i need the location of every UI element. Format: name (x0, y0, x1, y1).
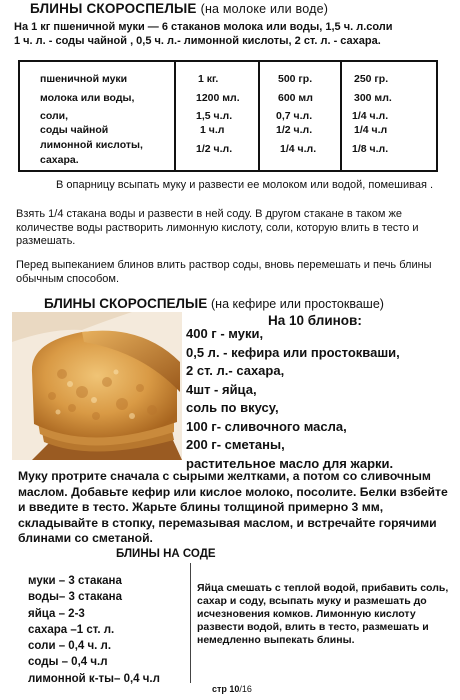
table-label: лимонной кислоты, (40, 139, 143, 151)
table-header-500g: 500 гр. (278, 73, 313, 85)
table-cell: 1200 мл. (196, 92, 240, 104)
ingredient-item: 100 г- сливочного масла, (186, 418, 347, 434)
recipe2-title-text: БЛИНЫ СКОРОСПЕЛЫЕ (44, 296, 208, 311)
recipe2-ingredients (186, 325, 400, 473)
table-label: пшеничной муки (40, 73, 128, 85)
page-number (212, 684, 252, 694)
page-current: стр 10 (212, 684, 240, 694)
table-cell: 1/2 ч.л. (276, 124, 313, 136)
ingredient-item: лимонной к-ты– 0,4 ч.л (28, 672, 160, 685)
table-cell: 600 мл (278, 92, 313, 104)
ingredient-item: воды– 3 стакана (28, 591, 123, 604)
table-cell: 1/4 ч.л (354, 124, 388, 136)
recipe2-method: Муку протрите сначала с сырыми желтками, а потом со сливочным маслом. Добавьте кефир или кислое молоко, посолите. Белки взбейте и введите в тесто. Жарьте блины толщиной примерно 3 мм, складывайте в стопку, перемазывая маслом, и встречайте горячими блинами со сметаной. (18, 469, 448, 545)
table-header-1kg: 1 кг. (198, 73, 219, 85)
ingredient-item: 2 ст. л.- сахара, (186, 363, 285, 378)
recipe1-step-1: В опарницу всыпать муку и развести ее молоком или водой, помешивая . (56, 179, 434, 191)
recipe1-intro-line: На 1 кг пшеничной муки — 6 стаканов молока или воды, 1,5 ч. л.соли (14, 21, 393, 33)
proportions-table (18, 60, 438, 172)
ingredient-item: 0,5 л. - кефира или простокваши, (186, 344, 400, 360)
recipe2-servings: На 10 блинов: (268, 313, 362, 328)
recipe3-title: БЛИНЫ НА СОДЕ (116, 548, 216, 560)
ingredient-item: соды – 0,4 ч.л (28, 656, 108, 669)
table-cell: 1,5 ч.л. (196, 110, 233, 122)
recipe1-title-text: БЛИНЫ СКОРОСПЕЛЫЕ (30, 1, 197, 16)
ingredient-item: 200 г- сметаны, (186, 437, 285, 452)
recipe1-intro-line: 1 ч. л. - соды чайной , 0,5 ч. л.- лимонной кислоты, 2 ст. л. - сахара. (14, 35, 381, 47)
recipe1-title-note: (на молоке или воде) (200, 2, 329, 16)
table-label: соды чайной (40, 124, 109, 136)
ingredient-item: 400 г - муки, (186, 326, 264, 341)
table-cell: 0,7 ч.л. (276, 110, 313, 122)
table-cell: 1/4 ч.л. (352, 110, 389, 122)
table-divider (174, 62, 176, 170)
column-divider (190, 563, 191, 683)
ingredient-item: яйца – 2-3 (28, 607, 85, 620)
recipe3-ingredients (28, 573, 160, 687)
recipe1-intro (14, 20, 454, 48)
ingredient-item: соли – 0,4 ч. л. (28, 640, 112, 653)
recipe2-title (44, 296, 384, 311)
table-cell: 1/2 ч.л. (196, 143, 233, 155)
table-label: соли, (40, 110, 69, 122)
table-cell: 1/4 ч.л. (280, 143, 317, 155)
page-total: /16 (239, 684, 252, 694)
recipe1-step-3: Перед выпеканием блинов влить раствор соды, вновь перемешать и печь блины обычным способом. (16, 259, 432, 285)
table-label: молока или воды, (40, 92, 135, 104)
table-cell: 1/8 ч.л. (352, 143, 389, 155)
table-label: сахара. (40, 154, 79, 166)
recipe1-step-2: Взять 1/4 стакана воды и развести в ней соду. В другом стакане в таком же количестве воды растворить лимонную кислоту, соли, которую влить в тесто и размешать. (16, 208, 419, 247)
pancakes-photo (12, 312, 182, 460)
table-cell: 300 мл. (354, 92, 392, 104)
recipe2-title-note: (на кефире или простокваше) (211, 297, 384, 311)
pancakes-stack-image (12, 312, 182, 460)
table-divider (340, 62, 342, 170)
recipe1-title (30, 1, 328, 16)
ingredient-item: соль по вкусу, (186, 400, 279, 415)
table-cell: 1 ч.л (200, 124, 225, 136)
ingredient-item: муки – 3 стакана (28, 575, 122, 587)
ingredient-item: сахара –1 ст. л. (28, 623, 115, 636)
ingredient-item: 4шт - яйца, (186, 381, 257, 397)
ingredient-item: растительное масло для жарки. (186, 455, 394, 471)
table-divider (258, 62, 260, 170)
recipe3-method: Яйца смешать с теплой водой, прибавить соль, сахар и соду, всыпать муку и размешать до исчезновения комков. Лимонную кислоту развести водой, влить в тесто, размешать и немедленно выпекать блины. (197, 582, 449, 646)
table-header-250g: 250 гр. (354, 73, 389, 85)
